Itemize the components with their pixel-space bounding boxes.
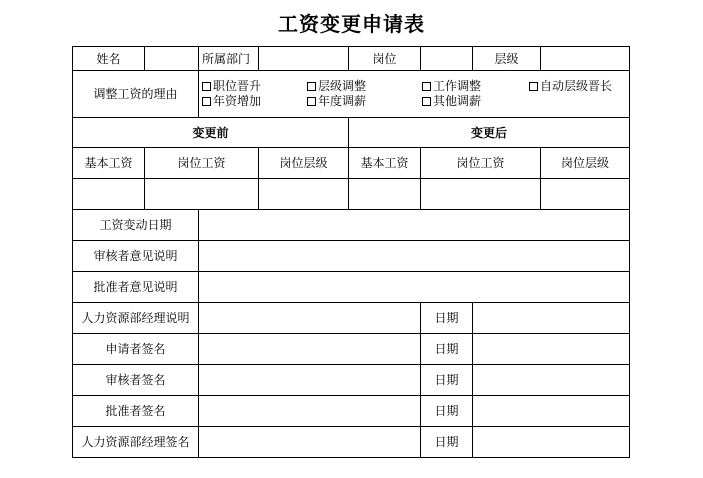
applicant-sign-field[interactable] [199,334,421,365]
date-label: 日期 [421,396,473,427]
change-date-row [73,210,630,241]
before-basic-salary-field[interactable] [73,179,145,210]
checkbox-icon[interactable] [422,82,431,91]
column-header-row [73,148,630,179]
level-field[interactable] [541,47,630,71]
hr-manager-note-date-field[interactable] [473,303,630,334]
option-annual-raise[interactable]: 年度调薪 [307,94,422,109]
date-label: 日期 [421,365,473,396]
position-label: 岗位 [349,47,421,71]
before-position-salary-header: 岗位工资 [145,148,259,179]
reviewer-sign-label: 审核者签名 [73,365,199,396]
after-basic-salary-field[interactable] [349,179,421,210]
reviewer-opinion-row [73,241,630,272]
reviewer-opinion-field[interactable] [199,241,630,272]
hr-manager-sign-row [73,427,630,458]
approver-opinion-row [73,272,630,303]
option-auto-level-promotion[interactable]: 自动层级晋长 [529,79,629,94]
approver-opinion-field[interactable] [199,272,630,303]
checkbox-icon[interactable] [202,97,211,106]
reviewer-opinion-label: 审核者意见说明 [73,241,199,272]
date-label: 日期 [421,303,473,334]
before-position-level-field[interactable] [259,179,349,210]
hr-manager-sign-label: 人力资源部经理签名 [73,427,199,458]
hr-manager-note-field[interactable] [199,303,421,334]
hr-manager-note-label: 人力资源部经理说明 [73,303,199,334]
before-position-level-header: 岗位层级 [259,148,349,179]
salary-change-form-table [72,46,630,458]
checkbox-icon[interactable] [422,97,431,106]
change-date-label: 工资变动日期 [73,210,199,241]
hr-manager-sign-date-field[interactable] [473,427,630,458]
change-date-field[interactable] [199,210,630,241]
department-label: 所属部门 [199,47,259,71]
after-basic-salary-header: 基本工资 [349,148,421,179]
after-position-salary-field[interactable] [421,179,541,210]
section-heading-row [73,118,630,148]
reviewer-sign-date-field[interactable] [473,365,630,396]
reason-row [73,71,630,118]
before-position-salary-field[interactable] [145,179,259,210]
name-field[interactable] [145,47,199,71]
basic-info-row [73,47,630,71]
position-field[interactable] [421,47,473,71]
option-job-adjust[interactable]: 工作调整 [422,79,529,94]
reason-options [199,71,630,118]
salary-values-row [73,179,630,210]
reviewer-sign-row [73,365,630,396]
department-field[interactable] [259,47,349,71]
applicant-sign-row [73,334,630,365]
applicant-sign-date-field[interactable] [473,334,630,365]
approver-opinion-label: 批准者意见说明 [73,272,199,303]
hr-manager-note-row [73,303,630,334]
name-label: 姓名 [73,47,145,71]
after-heading: 变更后 [349,118,630,148]
after-position-level-field[interactable] [541,179,630,210]
option-promotion[interactable]: 职位晋升 [202,79,307,94]
applicant-sign-label: 申请者签名 [73,334,199,365]
option-other-raise[interactable]: 其他调薪 [422,94,529,109]
before-basic-salary-header: 基本工资 [73,148,145,179]
approver-sign-label: 批准者签名 [73,396,199,427]
date-label: 日期 [421,427,473,458]
checkbox-icon[interactable] [307,97,316,106]
checkbox-icon[interactable] [202,82,211,91]
checkbox-icon[interactable] [307,82,316,91]
after-position-salary-header: 岗位工资 [421,148,541,179]
approver-sign-row [73,396,630,427]
after-position-level-header: 岗位层级 [541,148,630,179]
before-heading: 变更前 [73,118,349,148]
option-seniority-increase[interactable]: 年资增加 [202,94,307,109]
form-title: 工资变更申请表 [278,12,425,36]
date-label: 日期 [421,334,473,365]
approver-sign-date-field[interactable] [473,396,630,427]
reason-label: 调整工资的理由 [73,71,199,118]
hr-manager-sign-field[interactable] [199,427,421,458]
level-label: 层级 [473,47,541,71]
reviewer-sign-field[interactable] [199,365,421,396]
approver-sign-field[interactable] [199,396,421,427]
option-level-adjust[interactable]: 层级调整 [307,79,422,94]
checkbox-icon[interactable] [529,82,538,91]
